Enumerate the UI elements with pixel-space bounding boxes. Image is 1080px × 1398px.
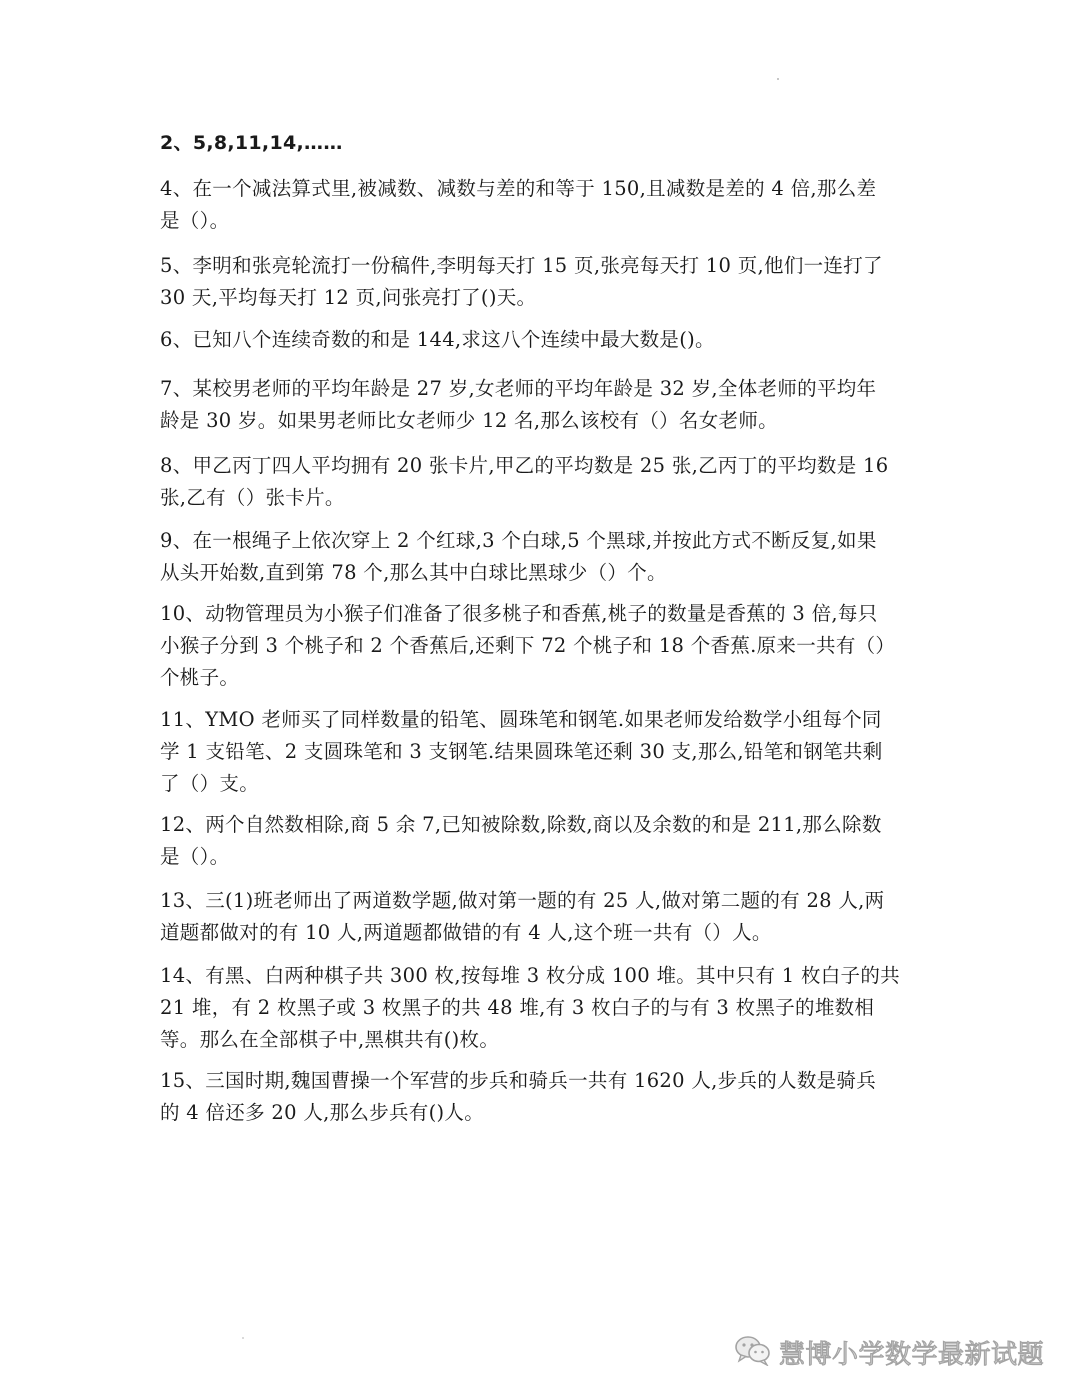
question-13: 13、三(1)班老师出了两道数学题,做对第一题的有 25 人,做对第二题的有 28 人,两 道题都做对的有 10 人,两道题都做错的有 4 人,这个班一共有（）人。 [160, 889, 885, 944]
question-6: 6、已知八个连续奇数的和是 144,求这八个连续中最大数是()。 [160, 328, 715, 351]
question-14: 14、有黑、白两种棋子共 300 枚,按每堆 3 枚分成 100 堆。其中只有 1 枚白子的共 21 堆，有 2 枚黑子或 3 枚黑子的共 48 堆,有 3 枚白子的与有 3 枚黑子的堆数相 等。那么在全部棋子中,黑棋共有()枚。 [160, 964, 900, 1051]
question-5: 5、李明和张亮轮流打一份稿件,李明每天打 15 页,张亮每天打 10 页,他们一连打了 30 天,平均每天打 12 页,问张亮打了()天。 [160, 254, 883, 309]
watermark-text: 慧博小学数学最新试题 [778, 1339, 1044, 1370]
watermark [733, 1332, 1044, 1372]
speck [242, 1337, 244, 1339]
question-15: 15、三国时期,魏国曹操一个军营的步兵和骑兵一共有 1620 人,步兵的人数是骑兵 的 4 倍还多 20 人,那么步兵有()人。 [160, 1069, 877, 1124]
sequence-item: 2、5,8,11,14,…… [160, 132, 343, 154]
question-7: 7、某校男老师的平均年龄是 27 岁,女老师的平均年龄是 32 岁,全体老师的平均年 龄是 30 岁。如果男老师比女老师少 12 名,那么该校有（）名女老师。 [160, 377, 877, 432]
question-11: 11、YMO 老师买了同样数量的铅笔、圆珠笔和钢笔.如果老师发给数学小组每个同 学 1 支铅笔、2 支圆珠笔和 3 支钢笔.结果圆珠笔还剩 30 支,那么,铅笔和钢笔共剩 了（）支。 [160, 708, 883, 795]
question-10: 10、动物管理员为小猴子们准备了很多桃子和香蕉,桃子的数量是香蕉的 3 倍,每只 小猴子分到 3 个桃子和 2 个香蕉后,还剩下 72 个桃子和 18 个香蕉.原来一共有（） 个桃子。 [160, 602, 896, 689]
question-9: 9、在一根绳子上依次穿上 2 个红球,3 个白球,5 个黑球,并按此方式不断反复,如果 从头开始数,直到第 78 个,那么其中白球比黑球少（）个。 [160, 529, 877, 584]
question-12: 12、两个自然数相除,商 5 余 7,已知被除数,除数,商以及余数的和是 211,那么除数 是（）。 [160, 813, 882, 868]
wechat-icon [733, 1334, 773, 1370]
question-4: 4、在一个减法算式里,被减数、减数与差的和等于 150,且减数是差的 4 倍,那么差 是（）。 [160, 177, 877, 232]
speck [777, 78, 779, 80]
question-8: 8、甲乙丙丁四人平均拥有 20 张卡片,甲乙的平均数是 25 张,乙丙丁的平均数是 16 张,乙有（）张卡片。 [160, 454, 889, 509]
